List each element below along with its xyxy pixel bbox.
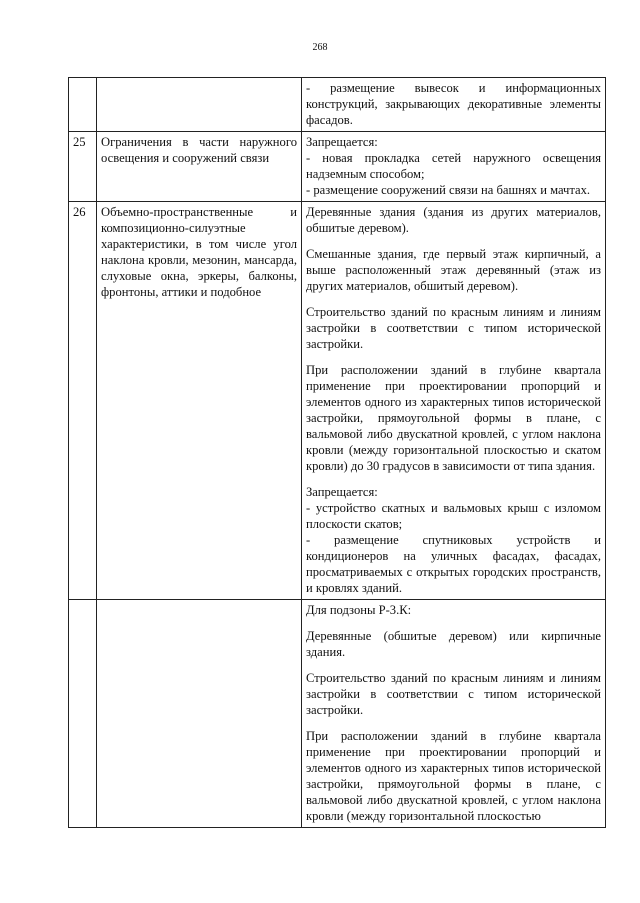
row-number [69, 78, 97, 132]
row-number [69, 600, 97, 828]
paragraph: Деревянные здания (здания из других материалов, обшитые деревом). [306, 205, 601, 235]
row-requirements [302, 202, 606, 600]
paragraph: Строительство зданий по красным линиям и линиям застройки в соответствии с типом исторической застройки. [306, 305, 601, 351]
row-requirements [302, 600, 606, 828]
row-name [97, 600, 302, 828]
paragraph-heading: Для подзоны Р-3.К: [306, 603, 412, 617]
row-requirements [302, 78, 606, 132]
row-name: Объемно-пространственные и композиционно-силуэтные характеристики, в том числе угол наклона кровли, мезонин, мансарда, слуховые окна, эркеры, балконы, фронтоны, аттики и подобное [97, 202, 302, 600]
list-item: - размещение спутниковых устройств и кондиционеров на уличных фасадах, фасадах, просматриваемых с открытых городских пространств, и кровлях зданий. [306, 533, 601, 595]
table-row [69, 202, 606, 600]
row-number: 25 [69, 132, 97, 202]
list-item: - устройство скатных и вальмовых крыш с изломом плоскости скатов; [306, 501, 601, 531]
row-name [97, 78, 302, 132]
paragraph-heading: Запрещается: [306, 135, 378, 149]
row-name: Ограничения в части наружного освещения и сооружений связи [97, 132, 302, 202]
table-row [69, 132, 606, 202]
paragraph: При расположении зданий в глубине квартала применение при проектировании пропорций и элементов одного из характерных типов исторической застройки, прямоугольной формы в плане, с вальмовой либо двускатной кровлей, с углом наклона кровли (между горизонтальной плоскостью [306, 729, 601, 823]
paragraph: Деревянные (обшитые деревом) или кирпичные здания. [306, 629, 601, 659]
paragraph: Строительство зданий по красным линиям и линиям застройки в соответствии с типом исторической застройки. [306, 671, 601, 717]
list-item: - размещение сооружений связи на башнях и мачтах. [306, 183, 591, 197]
table-row [69, 600, 606, 828]
row-requirements [302, 132, 606, 202]
paragraph: Смешанные здания, где первый этаж кирпичный, а выше расположенный этаж деревянный (этаж из других материалов, обшитый деревом). [306, 247, 601, 293]
row-number: 26 [69, 202, 97, 600]
regulations-table [68, 77, 606, 828]
list-item: - новая прокладка сетей наружного освещения надземным способом; [306, 151, 601, 181]
table-row [69, 78, 606, 132]
paragraph-heading: Запрещается: [306, 485, 378, 499]
paragraph: При расположении зданий в глубине квартала применение при проектировании пропорций и элементов одного из характерных типов исторической застройки, прямоугольной формы в плане, с вальмовой либо двускатной кровлей, с углом наклона кровли (между горизонтальной плоскостью и скатом кровли) до 30 градусов в зависимости от типа здания. [306, 363, 601, 473]
paragraph: - размещение вывесок и информационных конструкций, закрывающих декоративные элементы фасадов. [306, 81, 601, 127]
page-number: 268 [312, 42, 328, 53]
